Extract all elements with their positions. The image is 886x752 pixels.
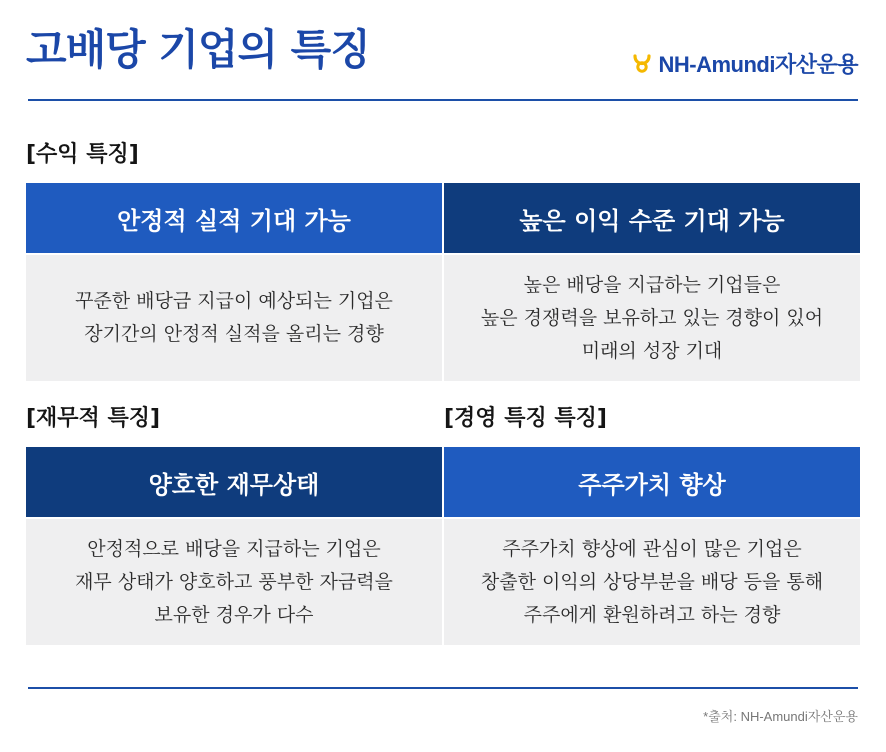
card-line: 높은 배당을 지급하는 기업들은 xyxy=(523,273,781,296)
card-body xyxy=(26,519,442,645)
card-line: 보유한 경우가 다수 xyxy=(154,603,314,626)
card-line: 안정적으로 배당을 지급하는 기업은 xyxy=(87,537,381,560)
card-heading: 양호한 재무상태 xyxy=(26,447,442,517)
section-label-income: [수익 특징] xyxy=(26,142,139,167)
card-line: 높은 경쟁력을 보유하고 있는 경향이 있어 xyxy=(480,306,824,329)
top-divider xyxy=(28,99,858,101)
income-card-1 xyxy=(26,183,442,381)
card-line: 미래의 성장 기대 xyxy=(581,339,723,362)
source-footnote: *출처: NH-Amundi자산운용 xyxy=(703,709,858,724)
card-heading: 안정적 실적 기대 가능 xyxy=(26,183,442,253)
page-title: 고배당 기업의 특징 xyxy=(26,25,370,74)
income-grid xyxy=(26,183,860,381)
nh-amundi-logo xyxy=(631,48,859,78)
card-heading: 높은 이익 수준 기대 가능 xyxy=(444,183,860,253)
section-label-financial: [재무적 특징] xyxy=(26,406,161,431)
card-line: 창출한 이익의 상당부분을 배당 등을 통해 xyxy=(480,570,824,593)
card-line: 주주가치 향상에 관심이 많은 기업은 xyxy=(502,537,802,560)
logo-text: NH-Amundi자산운용 xyxy=(658,51,858,77)
card-line: 재무 상태가 양호하고 풍부한 자금력을 xyxy=(75,570,393,593)
nh-logo-icon xyxy=(631,52,653,74)
income-card-2 xyxy=(444,183,860,381)
card-line: 장기간의 안정적 실적을 올리는 경향 xyxy=(84,323,384,345)
section-label-management: [경영 특징 특징] xyxy=(444,406,607,431)
card-line: 꾸준한 배당금 지급이 예상되는 기업은 xyxy=(75,290,393,312)
card-body xyxy=(444,519,860,645)
card-heading: 주주가치 향상 xyxy=(444,447,860,517)
card-line: 주주에게 환원하려고 하는 경향 xyxy=(523,603,781,626)
lower-grid xyxy=(26,447,860,645)
card-body xyxy=(26,255,442,381)
bottom-divider xyxy=(28,687,858,689)
management-card xyxy=(444,447,860,645)
financial-card xyxy=(26,447,442,645)
card-body xyxy=(444,255,860,381)
